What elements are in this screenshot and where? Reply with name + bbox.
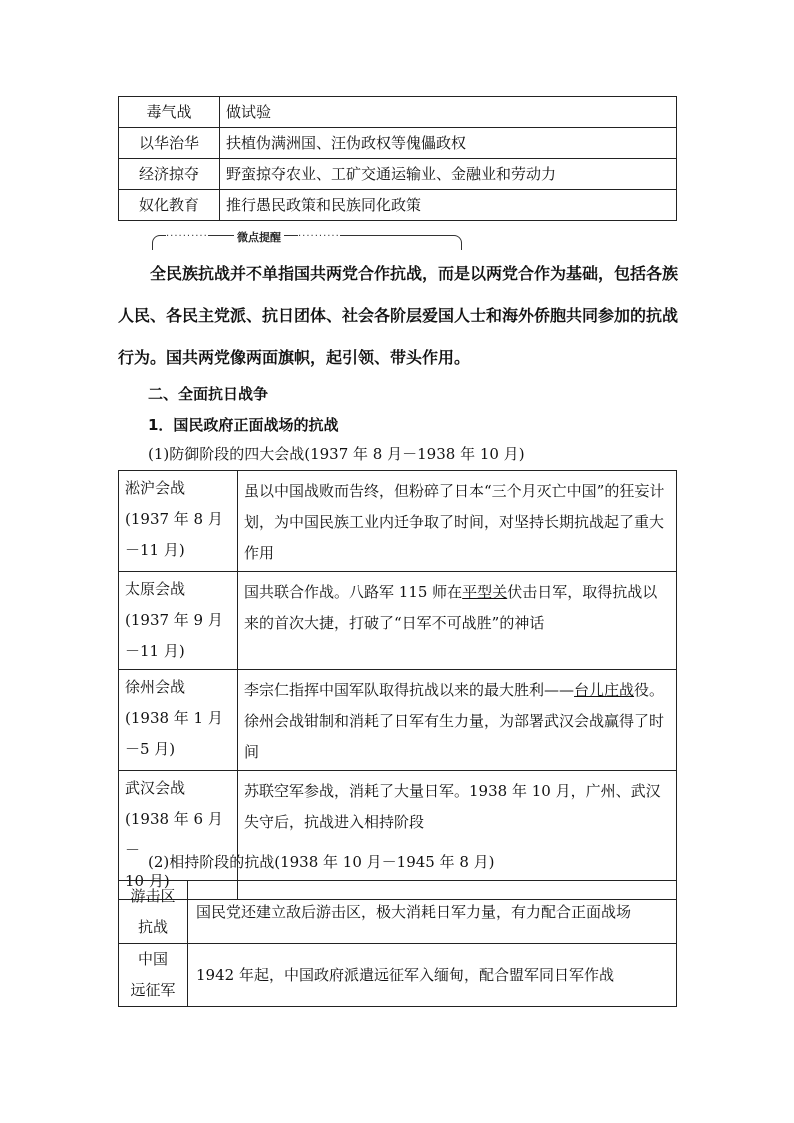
table-row [119, 670, 677, 771]
stalemate-key-cell [119, 944, 188, 1007]
stalemate-value: 1942 年起，中国政府派遣远征军入缅甸，配合盟军同日军作战 [188, 944, 677, 1007]
battle-desc-rest: 伏击日军，取得抗战以来的首次大捷，打破了“日军不可战胜”的神话 [244, 583, 658, 632]
table-row [119, 159, 677, 190]
occupation-policy-table [118, 96, 677, 221]
subsection-heading: 1．国民政府正面战场的抗战 [148, 416, 339, 434]
stalemate-value: 国民党还建立敌后游击区，极大消耗日军力量，有力配合正面战场 [188, 881, 677, 944]
battle-desc: 虽以中国战败而告终，但粉碎了日本“三个月灭亡中国”的狂妄计划，为中国民族工业内迁争取了时间，对坚持长期抗战起了重大作用 [244, 482, 665, 562]
section-heading: 二、全面抗日战争 [148, 385, 269, 403]
battle-name-cell [119, 471, 238, 572]
battle-desc: 李宗仁指挥中国军队取得抗战以来的最大胜利—— [244, 681, 575, 699]
hint-banner [152, 229, 462, 249]
table-row [119, 128, 677, 159]
table-cell-value: 野蛮掠夺农业、工矿交通运输业、金融业和劳动力 [220, 159, 677, 190]
table-cell-key: 以华治华 [119, 128, 220, 159]
battle-place-underlined: 台儿庄战 [574, 681, 635, 699]
battle-date-end: 10 月) [125, 872, 170, 890]
battle-place-underlined: 平型关 [462, 583, 508, 601]
stalemate-key-cell [119, 881, 188, 944]
stalemate-key: 游击区 [130, 887, 176, 905]
battle-desc-cell [238, 471, 677, 572]
battle-desc-cell [238, 572, 677, 670]
battle-desc: 国共联合作战。八路军 115 师在 [244, 583, 463, 601]
table-cell-value: 推行愚民政策和民族同化政策 [220, 190, 677, 221]
table-cell-value: 扶植伪满洲国、汪伪政权等傀儡政权 [220, 128, 677, 159]
hint-label: 微点提醒 [234, 229, 284, 245]
battle-date: (1937 年 9 月 [125, 611, 223, 629]
battle-name: 太原会战 [125, 580, 186, 598]
hint-paragraph: 全民族抗战并不单指国共两党合作抗战，而是以两党合作为基础，包括各族人民、各民主党派、抗日团体、社会各阶层爱国人士和海外侨胞共同参加的抗战行为。国共两党像两面旗帜，起引领、带头作用。 [118, 264, 679, 367]
battle-name-cell [119, 670, 238, 771]
table-row [119, 944, 677, 1007]
battle-date: (1938 年 6 月－ [125, 810, 223, 859]
stalemate-table [118, 880, 677, 1007]
battle-date-end: －5 月) [125, 740, 176, 758]
stalemate-key-line2: 远征军 [130, 981, 176, 999]
battle-desc-rest: 役。徐州会战钳制和消耗了日军有生力量，为部署武汉会战赢得了时间 [244, 681, 665, 761]
table-cell-key: 奴化教育 [119, 190, 220, 221]
battle-date-end: －11 月) [125, 642, 185, 660]
table-cell-value: 做试验 [220, 97, 677, 128]
battle-desc-cell [238, 670, 677, 771]
table-row [119, 97, 677, 128]
battle-name: 徐州会战 [125, 678, 186, 696]
part1-title: (1)防御阶段的四大会战(1937 年 8 月－1938 年 10 月) [148, 445, 525, 463]
table-row [119, 572, 677, 670]
table-row [119, 190, 677, 221]
hint-dots-right: ·········· [298, 231, 340, 242]
stalemate-key-line2: 抗战 [137, 918, 168, 936]
battle-name-cell [119, 572, 238, 670]
stalemate-key: 中国 [137, 950, 168, 968]
battles-table [118, 470, 677, 900]
hint-dots-left: ·········· [166, 231, 208, 242]
table-row [119, 471, 677, 572]
battle-date: (1938 年 1 月 [125, 709, 223, 727]
battle-date: (1937 年 8 月 [125, 510, 223, 528]
battle-desc: 苏联空军参战，消耗了大量日军。1938 年 10 月，广州、武汉失守后，抗战进入相持阶段 [244, 782, 661, 831]
table-row [119, 881, 677, 944]
table-cell-key: 毒气战 [119, 97, 220, 128]
battle-name: 武汉会战 [125, 779, 186, 797]
battle-name: 淞沪会战 [125, 479, 186, 497]
table-cell-key: 经济掠夺 [119, 159, 220, 190]
battle-date-end: －11 月) [125, 541, 185, 559]
part2-title: (2)相持阶段的抗战(1938 年 10 月－1945 年 8 月) [148, 853, 495, 871]
